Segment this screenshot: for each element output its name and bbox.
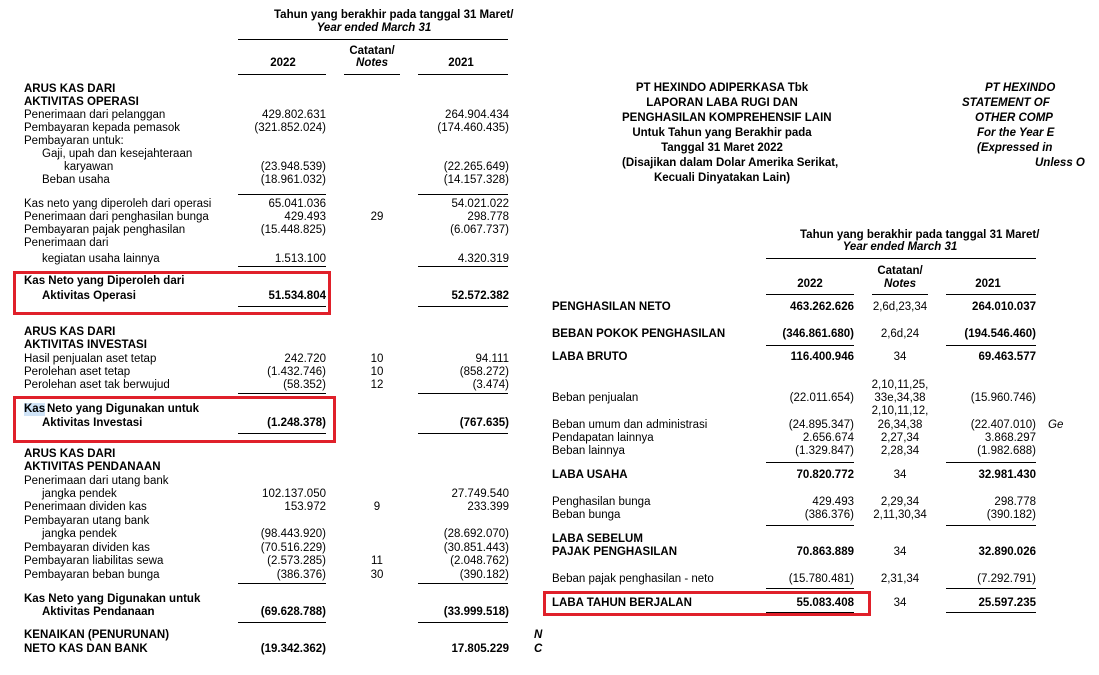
row-label: Pembayaran liabilitas sewa xyxy=(24,555,164,567)
row-label: jangka pendek xyxy=(42,528,117,540)
statement-title-line: Tanggal 31 Maret 2022 xyxy=(661,142,783,154)
value-2022: 463.262.626 xyxy=(790,301,854,313)
statement-title-line: PENGHASILAN KOMPREHENSIF LAIN xyxy=(622,112,832,124)
value-2022: (386.376) xyxy=(276,569,326,581)
row-label: PAJAK PENGHASILAN xyxy=(552,546,678,558)
value-2021: (390.182) xyxy=(986,509,1036,521)
note-ref: 29 xyxy=(370,211,384,223)
total-rule xyxy=(238,622,326,623)
subtotal-rule xyxy=(946,462,1036,463)
value-2021: (7.292.791) xyxy=(977,573,1036,585)
value-2022: (70.516.229) xyxy=(260,542,326,554)
cut-off-text: C xyxy=(534,643,543,655)
row-label: Kas Neto yang Digunakan untuk xyxy=(24,593,201,605)
row-label: Gaji, upah dan kesejahteraan xyxy=(42,148,193,160)
value-2022: (15.780.481) xyxy=(788,573,854,585)
statement-title-en-line: Unless O xyxy=(1035,157,1085,169)
subtotal-rule xyxy=(766,462,854,463)
note-ref: 33e,34,38 xyxy=(874,392,926,404)
row-label-prefix: Kas xyxy=(24,403,46,415)
cut-off-text: N xyxy=(534,629,543,641)
row-label: karyawan xyxy=(64,161,114,173)
cut-off-text: Ge xyxy=(1048,419,1064,431)
row-label: Beban pajak penghasilan - neto xyxy=(552,573,714,585)
subtotal-rule xyxy=(946,525,1036,526)
note-ref: 30 xyxy=(370,569,384,581)
note-ref: 2,6d,24 xyxy=(880,328,920,340)
value-2021: (194.546.460) xyxy=(964,328,1036,340)
row-label: Penerimaan dari xyxy=(24,237,109,249)
value-2022: (321.852.024) xyxy=(254,122,326,134)
value-2021: (3.474) xyxy=(472,379,509,391)
note-ref: 34 xyxy=(893,597,907,609)
year-2021-header: 2021 xyxy=(448,57,474,69)
value-2021: (22.265.649) xyxy=(443,161,509,173)
value-2021: 52.572.382 xyxy=(451,290,509,302)
note-ref: 26,34,38 xyxy=(877,419,923,431)
value-2022: 51.534.804 xyxy=(268,290,326,302)
total-rule xyxy=(418,306,508,307)
period-header: Tahun yang berakhir pada tanggal 31 Maret/ xyxy=(800,229,1040,241)
row-label: Pembayaran beban bunga xyxy=(24,569,160,581)
value-2022: (386.376) xyxy=(804,509,854,521)
value-2021: 17.805.229 xyxy=(451,643,509,655)
statement-title-line: LAPORAN LABA RUGI DAN xyxy=(646,97,798,109)
value-2022: (58.352) xyxy=(283,379,326,391)
row-label: Pembayaran utang bank xyxy=(24,515,150,527)
value-2021: (858.272) xyxy=(459,366,509,378)
note-ref: 2,27,34 xyxy=(880,432,920,444)
row-label: Kas neto yang diperoleh dari operasi xyxy=(24,198,212,210)
subtotal-rule xyxy=(418,393,508,394)
col-rule xyxy=(766,294,854,295)
note-ref: 2,31,34 xyxy=(880,573,920,585)
row-label: ARUS KAS DARI xyxy=(24,326,116,338)
value-2021: 4.320.319 xyxy=(457,253,509,265)
total-rule xyxy=(418,433,508,434)
value-2022: 102.137.050 xyxy=(262,488,326,500)
value-2021: 298.778 xyxy=(467,211,509,223)
note-ref: 2,28,34 xyxy=(880,445,920,457)
note-ref: 2,29,34 xyxy=(880,496,920,508)
row-label: KENAIKAN (PENURUNAN) xyxy=(24,629,170,641)
header-rule xyxy=(238,39,508,40)
year-2021-header: 2021 xyxy=(975,278,1001,290)
row-label: Pembayaran dividen kas xyxy=(24,542,150,554)
value-2021: (28.692.070) xyxy=(443,528,509,540)
statement-title-line: PT HEXINDO ADIPERKASA Tbk xyxy=(635,82,809,94)
highlight-box-operating xyxy=(13,271,331,315)
subtotal-rule xyxy=(418,266,508,267)
subtotal-rule xyxy=(418,583,508,584)
value-2021: 264.010.037 xyxy=(972,301,1036,313)
header-rule xyxy=(766,258,1036,259)
row-label: Beban umum dan administrasi xyxy=(552,419,708,431)
row-label: AKTIVITAS PENDANAAN xyxy=(24,461,161,473)
value-2021: 32.981.430 xyxy=(978,469,1036,481)
statement-title-line: Kecuali Dinyatakan Lain) xyxy=(653,172,791,184)
note-ref: 34 xyxy=(893,546,907,558)
row-label: Kas Neto yang Diperoleh dari xyxy=(24,275,185,287)
row-label: Pembayaran kepada pemasok xyxy=(24,122,180,134)
value-2021: 298.778 xyxy=(994,496,1036,508)
value-2021: 27.749.540 xyxy=(451,488,509,500)
row-label: Penerimaan dari utang bank xyxy=(24,475,169,487)
row-label: Beban penjualan xyxy=(552,392,639,404)
row-label: Penerimaan dari pelanggan xyxy=(24,109,166,121)
subtotal-rule xyxy=(946,588,1036,589)
row-label: Aktivitas Investasi xyxy=(42,417,143,429)
value-2022: 429.493 xyxy=(284,211,326,223)
value-2022: (2.573.285) xyxy=(267,555,326,567)
value-2022: (19.342.362) xyxy=(260,643,326,655)
total-rule xyxy=(418,622,508,623)
row-label: LABA USAHA xyxy=(552,469,628,481)
value-2021: (390.182) xyxy=(459,569,509,581)
note-ref: 2,10,11,25, xyxy=(871,379,929,391)
value-2022: 70.820.772 xyxy=(796,469,854,481)
row-label: PENGHASILAN NETO xyxy=(552,301,671,313)
period-header-en: Year ended March 31 xyxy=(316,22,432,34)
highlight-box-investing xyxy=(13,396,336,443)
col-rule xyxy=(344,74,400,75)
value-2021: (767.635) xyxy=(459,417,509,429)
statement-title-line: Untuk Tahun yang Berakhir pada xyxy=(632,127,812,139)
row-label: Neto yang Digunakan untuk xyxy=(47,403,200,415)
value-2021: (6.067.737) xyxy=(450,224,509,236)
statement-title-en-line: PT HEXINDO xyxy=(985,82,1056,94)
row-label: LABA BRUTO xyxy=(552,351,628,363)
notes-header-en: Notes xyxy=(884,278,916,290)
value-2021: 94.111 xyxy=(475,353,509,365)
value-2021: 25.597.235 xyxy=(978,597,1036,609)
note-ref: 9 xyxy=(373,501,381,513)
notes-header-en: Notes xyxy=(356,57,388,69)
value-2022: 55.083.408 xyxy=(796,597,854,609)
note-ref: 2,11,30,34 xyxy=(873,509,927,521)
value-2021: 69.463.577 xyxy=(978,351,1036,363)
note-ref: 11 xyxy=(371,555,383,567)
row-label: jangka pendek xyxy=(42,488,117,500)
statement-title-line: (Disajikan dalam Dolar Amerika Serikat, xyxy=(622,157,839,169)
value-2022: 153.972 xyxy=(284,501,326,513)
value-2022: 116.400.946 xyxy=(790,351,854,363)
subtotal-rule xyxy=(766,525,854,526)
value-2021: (1.982.688) xyxy=(977,445,1036,457)
value-2021: 3.868.297 xyxy=(984,432,1036,444)
row-label: AKTIVITAS OPERASI xyxy=(24,96,139,108)
value-2022: (346.861.680) xyxy=(782,328,854,340)
value-2022: (1.248.378) xyxy=(267,417,326,429)
subtotal-rule xyxy=(238,194,326,195)
col-rule xyxy=(238,74,326,75)
row-label: NETO KAS DAN BANK xyxy=(24,643,148,655)
statement-title-en-line: For the Year E xyxy=(977,127,1055,139)
note-ref: 34 xyxy=(893,351,907,363)
statement-title-en-line: (Expressed in xyxy=(977,142,1053,154)
value-2022: (23.948.539) xyxy=(260,161,326,173)
notes-header: Catatan/ xyxy=(877,265,923,277)
row-label: ARUS KAS DARI xyxy=(24,448,116,460)
value-2021: (30.851.443) xyxy=(443,542,509,554)
row-label: Hasil penjualan aset tetap xyxy=(24,353,157,365)
statement-title-en-line: STATEMENT OF xyxy=(962,97,1050,109)
row-label: LABA SEBELUM xyxy=(552,533,643,545)
subtotal-rule xyxy=(238,583,326,584)
col-rule xyxy=(946,294,1036,295)
value-2021: (2.048.762) xyxy=(450,555,509,567)
value-2021: (174.460.435) xyxy=(437,122,509,134)
statement-title-en-line: OTHER COMP xyxy=(975,112,1053,124)
row-label: Perolehan aset tak berwujud xyxy=(24,379,170,391)
value-2022: (98.443.920) xyxy=(260,528,326,540)
note-ref: 12 xyxy=(370,379,384,391)
value-2022: 2.656.674 xyxy=(802,432,854,444)
value-2021: (14.157.328) xyxy=(443,174,509,186)
note-ref: 10 xyxy=(370,366,384,378)
col-rule xyxy=(418,74,508,75)
value-2021: 54.021.022 xyxy=(451,198,509,210)
value-2022: (1.432.746) xyxy=(267,366,326,378)
period-header-en: Year ended March 31 xyxy=(842,241,958,253)
year-2022-header: 2022 xyxy=(270,57,296,69)
row-label: kegiatan usaha lainnya xyxy=(42,253,160,265)
subtotal-rule xyxy=(766,588,854,589)
subtotal-rule xyxy=(946,345,1036,346)
col-rule xyxy=(872,294,928,295)
value-2021: (15.960.746) xyxy=(970,392,1036,404)
note-ref: 2,6d,23,34 xyxy=(872,301,928,313)
total-rule xyxy=(946,612,1036,613)
row-label: Pembayaran untuk: xyxy=(24,135,124,147)
note-ref: 2,10,11,12, xyxy=(871,405,929,417)
note-ref: 34 xyxy=(893,469,907,481)
value-2022: 1.513.100 xyxy=(274,253,326,265)
row-label: Aktivitas Operasi xyxy=(42,290,136,302)
row-label: Pendapatan lainnya xyxy=(552,432,654,444)
period-header: Tahun yang berakhir pada tanggal 31 Maret/ xyxy=(274,9,514,21)
value-2021: (33.999.518) xyxy=(443,606,509,618)
row-label: Perolehan aset tetap xyxy=(24,366,131,378)
highlight-box-net-income xyxy=(543,591,871,616)
value-2022: (69.628.788) xyxy=(260,606,326,618)
subtotal-rule xyxy=(238,393,326,394)
value-2022: (1.329.847) xyxy=(795,445,854,457)
value-2022: 242.720 xyxy=(284,353,326,365)
value-2022: (24.895.347) xyxy=(788,419,854,431)
value-2022: (15.448.825) xyxy=(260,224,326,236)
value-2021: 264.904.434 xyxy=(445,109,509,121)
subtotal-rule xyxy=(418,194,508,195)
row-label: Beban usaha xyxy=(42,174,110,186)
row-label: Penghasilan bunga xyxy=(552,496,651,508)
row-label: AKTIVITAS INVESTASI xyxy=(24,339,147,351)
value-2021: 233.399 xyxy=(467,501,509,513)
row-label: BEBAN POKOK PENGHASILAN xyxy=(552,328,726,340)
subtotal-rule xyxy=(766,345,854,346)
row-label: Aktivitas Pendanaan xyxy=(42,606,155,618)
notes-header: Catatan/ xyxy=(349,45,395,57)
row-label: Beban lainnya xyxy=(552,445,625,457)
value-2022: 429.493 xyxy=(812,496,854,508)
subtotal-rule xyxy=(238,266,326,267)
value-2021: (22.407.010) xyxy=(970,419,1036,431)
value-2022: 429.802.631 xyxy=(262,109,326,121)
value-2022: 65.041.036 xyxy=(268,198,326,210)
row-label: Penerimaan dari penghasilan bunga xyxy=(24,211,209,223)
year-2022-header: 2022 xyxy=(797,278,823,290)
row-label: Penerimaan dividen kas xyxy=(24,501,147,513)
note-ref: 10 xyxy=(370,353,384,365)
value-2022: (22.011.654) xyxy=(789,392,854,404)
value-2022: (18.961.032) xyxy=(260,174,326,186)
value-2021: 32.890.026 xyxy=(978,546,1036,558)
value-2022: 70.863.889 xyxy=(796,546,854,558)
row-label: Beban bunga xyxy=(552,509,621,521)
row-label: ARUS KAS DARI xyxy=(24,83,116,95)
row-label: Pembayaran pajak penghasilan xyxy=(24,224,186,236)
row-label: LABA TAHUN BERJALAN xyxy=(552,597,692,609)
